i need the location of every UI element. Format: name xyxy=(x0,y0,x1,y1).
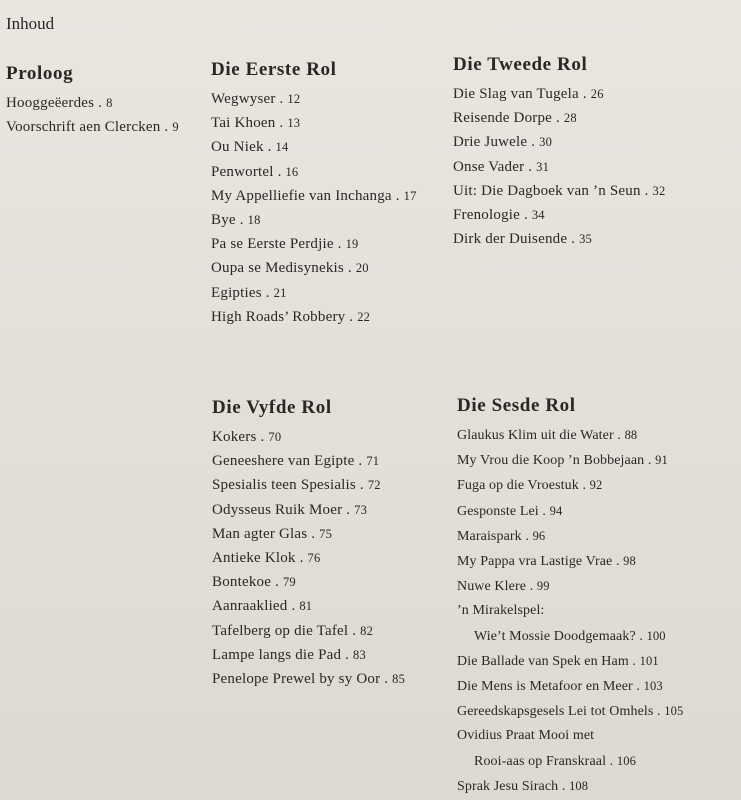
section-heading: Die Sesde Rol xyxy=(457,395,576,416)
entry-list xyxy=(212,425,405,691)
toc-entry xyxy=(457,724,683,748)
entry-title: My Appelliefie van Inchanga xyxy=(211,187,392,204)
entry-separator: . xyxy=(275,91,288,107)
toc-entry xyxy=(212,522,405,546)
entry-separator: . xyxy=(606,753,617,769)
entry-list xyxy=(211,87,417,329)
toc-entry xyxy=(211,256,417,280)
entry-title: Onse Vader xyxy=(453,158,525,175)
entry-page-number: 34 xyxy=(531,208,545,223)
toc-entry xyxy=(457,649,683,674)
entry-separator: . xyxy=(613,428,625,443)
entry-page-number: 100 xyxy=(646,628,666,643)
entry-page-number: 9 xyxy=(172,120,179,135)
entry-separator: . xyxy=(552,110,564,127)
entry-separator: . xyxy=(640,182,653,199)
toc-entry xyxy=(457,699,683,724)
entry-title: Uit: Die Dagboek van ’n Seun xyxy=(453,182,641,199)
entry-separator: . xyxy=(295,550,308,567)
entry-title: Antieke Klok xyxy=(212,550,296,567)
entry-title: Glaukus Klim uit die Water xyxy=(457,428,614,443)
toc-entry xyxy=(457,549,683,574)
entry-page-number: 71 xyxy=(366,454,380,469)
entry-page-number: 16 xyxy=(285,164,299,179)
entry-title: Sprak Jesu Sirach xyxy=(457,778,559,794)
entry-page-number: 105 xyxy=(664,704,684,719)
entry-title: Wegwyser xyxy=(211,91,276,107)
entry-title: Dirk der Duisende xyxy=(453,231,568,248)
section-proloog xyxy=(6,63,179,139)
entry-page-number: 13 xyxy=(287,116,301,131)
entry-title: Bye xyxy=(211,212,236,229)
entry-separator: . xyxy=(94,95,107,111)
entry-separator: . xyxy=(644,453,656,469)
entry-title: ’n Mirakelspel: xyxy=(457,603,545,619)
toc-entry xyxy=(212,449,405,473)
toc-entry xyxy=(211,305,417,329)
entry-page-number: 70 xyxy=(268,430,282,444)
entry-separator: . xyxy=(160,119,173,136)
entry-title: Die Mens is Metafoor en Meer xyxy=(457,679,633,695)
entry-page-number: 88 xyxy=(624,428,638,442)
entry-separator: . xyxy=(342,501,355,518)
toc-entry xyxy=(457,423,683,448)
toc-entry xyxy=(212,570,405,594)
toc-entry xyxy=(211,281,417,305)
entry-title: Die Slag van Tugela xyxy=(453,86,579,102)
toc-entry xyxy=(212,473,405,497)
toc-entry xyxy=(212,643,405,667)
entry-page-number: 94 xyxy=(549,503,563,518)
toc-entry xyxy=(6,115,179,139)
entry-page-number: 14 xyxy=(275,140,289,155)
toc-entry xyxy=(457,499,683,524)
toc-entry xyxy=(211,160,417,184)
entry-title: Tai Khoen xyxy=(211,115,276,132)
toc-entry xyxy=(457,749,683,774)
entry-title: Kokers xyxy=(212,429,257,445)
toc-entry xyxy=(453,82,665,106)
entry-separator: . xyxy=(261,284,274,301)
entry-separator: . xyxy=(526,579,537,595)
entry-separator: . xyxy=(354,453,367,470)
entry-page-number: 18 xyxy=(247,213,261,228)
entry-list xyxy=(453,82,665,251)
entry-title: Ou Niek xyxy=(211,139,264,156)
entry-separator: . xyxy=(341,646,354,663)
entry-title: Pa se Eerste Perdjie xyxy=(211,236,334,253)
toc-entry xyxy=(212,619,405,643)
entry-title: Gesponste Lei xyxy=(457,503,539,519)
toc-entry xyxy=(212,667,405,691)
toc-entry xyxy=(457,774,683,799)
entry-title: Egipties xyxy=(211,284,262,301)
entry-separator: . xyxy=(628,653,640,669)
entry-page-number: 32 xyxy=(652,183,666,198)
entry-separator: . xyxy=(391,187,404,204)
entry-separator: . xyxy=(307,525,320,542)
entry-page-number: 19 xyxy=(345,237,359,252)
entry-page-number: 82 xyxy=(360,623,374,638)
toc-entry xyxy=(457,599,683,623)
entry-page-number: 106 xyxy=(616,753,636,768)
toc-entry xyxy=(453,203,665,227)
toc-entry xyxy=(457,574,683,599)
toc-entry xyxy=(211,135,417,159)
toc-entry xyxy=(211,208,417,232)
entry-title: Penelope Prewel by sy Oor xyxy=(212,671,381,688)
entry-page-number: 98 xyxy=(623,554,636,569)
toc-entry xyxy=(6,91,179,115)
entry-title: Frenologie xyxy=(453,207,520,224)
entry-page-number: 31 xyxy=(536,159,550,174)
entry-title: Rooi-aas op Franskraal xyxy=(474,753,607,769)
entry-page-number: 99 xyxy=(536,579,550,594)
entry-separator: . xyxy=(521,528,533,544)
entry-page-number: 17 xyxy=(403,188,417,203)
entry-page-number: 85 xyxy=(392,672,406,687)
entry-page-number: 72 xyxy=(367,478,381,493)
entry-separator: . xyxy=(538,503,550,519)
entry-separator: . xyxy=(520,207,532,224)
entry-page-number: 12 xyxy=(287,92,301,106)
entry-separator: . xyxy=(558,778,570,794)
section-heading: Die Tweede Rol xyxy=(453,54,588,75)
toc-entry xyxy=(453,179,665,203)
entry-page-number: 35 xyxy=(579,232,592,247)
entry-separator: . xyxy=(612,554,624,570)
entry-page-number: 8 xyxy=(106,96,113,110)
entry-separator: . xyxy=(527,134,540,151)
entry-title: Aanraaklied xyxy=(212,598,288,615)
entry-separator: . xyxy=(348,622,361,639)
entry-title: Gereedskapsgesels Lei tot Omhels xyxy=(457,704,654,720)
entry-list xyxy=(6,91,179,139)
section-heading: Die Eerste Rol xyxy=(211,59,337,80)
toc-entry xyxy=(457,473,683,498)
toc-entry xyxy=(211,87,417,111)
entry-title: Voorschrift aen Clercken xyxy=(6,119,161,136)
entry-title: Maraispark xyxy=(457,528,522,544)
entry-title: Tafelberg op die Tafel xyxy=(212,622,349,639)
entry-separator: . xyxy=(653,704,665,720)
entry-separator: . xyxy=(275,115,288,132)
section-die-tweede-rol xyxy=(453,54,665,251)
entry-separator: . xyxy=(635,628,647,644)
entry-title: Nuwe Klere xyxy=(457,579,527,595)
entry-separator: . xyxy=(333,236,346,253)
entry-title: Drie Juwele xyxy=(453,134,528,151)
entry-separator: . xyxy=(524,158,537,175)
entry-page-number: 108 xyxy=(569,778,589,793)
entry-title: Spesialis teen Spesialis xyxy=(212,477,356,494)
entry-title: Geneeshere van Egipte xyxy=(212,453,355,470)
entry-page-number: 83 xyxy=(353,647,366,662)
entry-title: Man agter Glas xyxy=(212,525,308,542)
entry-page-number: 76 xyxy=(307,551,321,566)
page-title: Inhoud xyxy=(6,14,55,33)
entry-title: Hooggeëerdes xyxy=(6,95,95,111)
toc-entry xyxy=(457,624,683,649)
entry-page-number: 22 xyxy=(357,309,371,324)
entry-title: Wie’t Mossie Doodgemaak? xyxy=(474,628,636,644)
section-heading: Die Vyfde Rol xyxy=(212,397,332,418)
toc-entry xyxy=(211,184,417,208)
entry-separator: . xyxy=(271,574,283,591)
toc-entry xyxy=(453,106,665,130)
entry-page-number: 26 xyxy=(590,87,604,101)
entry-title: My Pappa vra Lastige Vrae xyxy=(457,554,613,570)
entry-page-number: 81 xyxy=(299,599,313,614)
entry-separator: . xyxy=(263,139,276,156)
entry-title: Reisende Dorpe xyxy=(453,110,553,127)
entry-title: Penwortel xyxy=(211,163,274,180)
entry-title: My Vrou die Koop ’n Bobbejaan xyxy=(457,453,645,469)
entry-page-number: 21 xyxy=(273,285,287,300)
entry-separator: . xyxy=(380,671,393,688)
entry-separator: . xyxy=(287,598,300,615)
toc-entry xyxy=(453,155,665,179)
entry-page-number: 91 xyxy=(655,453,668,468)
entry-separator: . xyxy=(256,429,269,445)
section-heading: Proloog xyxy=(6,63,74,84)
entry-separator: . xyxy=(578,86,591,102)
entry-title: Odysseus Ruik Moer xyxy=(212,501,343,518)
entry-list xyxy=(457,423,683,799)
toc-entry xyxy=(212,498,405,522)
toc-entry xyxy=(212,594,405,618)
entry-page-number: 101 xyxy=(639,653,659,668)
toc-entry xyxy=(453,130,665,154)
toc-entry xyxy=(211,232,417,256)
section-die-vyfde-rol xyxy=(212,397,405,691)
toc-entry xyxy=(212,546,405,570)
toc-entry xyxy=(453,227,665,251)
entry-title: High Roads’ Robbery xyxy=(211,308,346,325)
entry-separator: . xyxy=(632,679,644,695)
entry-page-number: 79 xyxy=(282,575,296,590)
entry-separator: . xyxy=(578,478,590,494)
entry-title: Ovidius Praat Mooi met xyxy=(457,728,595,744)
toc-entry xyxy=(457,448,683,473)
entry-separator: . xyxy=(273,163,286,180)
entry-separator: . xyxy=(235,212,248,229)
entry-page-number: 20 xyxy=(355,261,369,276)
entry-page-number: 28 xyxy=(563,111,577,126)
section-die-eerste-rol xyxy=(211,59,417,329)
entry-separator: . xyxy=(343,260,356,277)
entry-title: Die Ballade van Spek en Ham xyxy=(457,653,629,669)
entry-title: Fuga op die Vroestuk xyxy=(457,478,579,494)
entry-page-number: 73 xyxy=(354,502,368,517)
entry-page-number: 103 xyxy=(643,679,663,694)
entry-page-number: 96 xyxy=(532,528,546,543)
entry-separator: . xyxy=(345,308,358,325)
section-die-sesde-rol xyxy=(457,395,683,799)
entry-separator: . xyxy=(567,231,580,248)
toc-entry xyxy=(211,111,417,135)
toc-entry xyxy=(457,524,683,549)
entry-page-number: 75 xyxy=(319,526,333,541)
entry-title: Oupa se Medisynekis xyxy=(211,260,344,277)
entry-page-number: 30 xyxy=(539,135,553,150)
entry-page-number: 92 xyxy=(589,478,603,493)
toc-entry xyxy=(457,674,683,699)
entry-title: Bontekoe xyxy=(212,574,272,591)
toc-entry xyxy=(212,425,405,449)
entry-separator: . xyxy=(355,477,368,494)
entry-title: Lampe langs die Pad xyxy=(212,646,342,663)
